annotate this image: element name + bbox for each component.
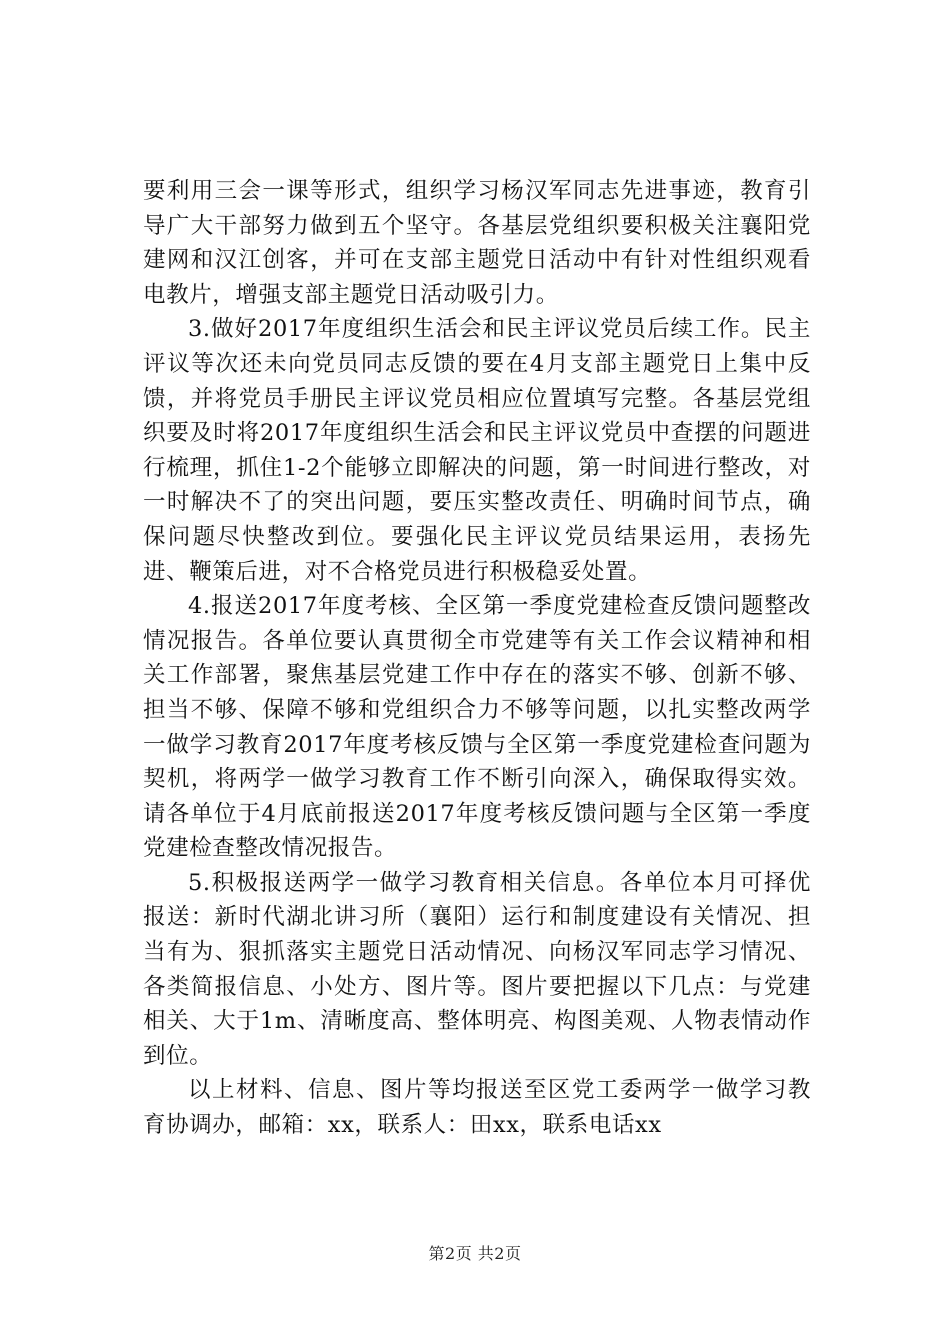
paragraph-continuation: 要利用三会一课等形式，组织学习杨汉军同志先进事迹，教育引导广大干部努力做到五个坚守。各基层党组织要积极关注襄阳党建网和汉江创客，并可在支部主题党日活动中有针对性组织观看电教片，增强支部主题党日活动吸引力。: [143, 178, 811, 308]
paragraph-closing: 以上材料、信息、图片等均报送至区党工委两学一做学习教育协调办，邮箱：xx，联系人：田xx，联系电话xx: [143, 1077, 811, 1139]
paragraph-item-5: 5.积极报送两学一做学习教育相关信息。各单位本月可择优报送：新时代湖北讲习所（襄阳）运行和制度建设有关情况、担当有为、狠抓落实主题党日活动情况、向杨汉军同志学习情况、各类简报信息、小处方、图片等。图片要把握以下几点：与党建相关、大于1m、清晰度高、整体明亮、构图美观、人物表情动作到位。: [143, 869, 811, 1069]
document-body: [143, 174, 811, 1143]
page-number: 第2页 共2页: [428, 1244, 522, 1263]
page-footer: [0, 1244, 950, 1264]
paragraph-item-4: 4.报送2017年度考核、全区第一季度党建检查反馈问题整改情况报告。各单位要认真贯彻全市党建等有关工作会议精神和相关工作部署，聚焦基层党建工作中存在的落实不够、创新不够、担当不够、保障不够和党组织合力不够等问题，以扎实整改两学一做学习教育2017年度考核反馈与全区第一季度党建检查问题为契机，将两学一做学习教育工作不断引向深入，确保取得实效。请各单位于4月底前报送2017年度考核反馈问题与全区第一季度党建检查整改情况报告。: [143, 593, 811, 862]
paragraph-item-3: 3.做好2017年度组织生活会和民主评议党员后续工作。民主评议等次还未向党员同志反馈的要在4月支部主题党日上集中反馈，并将党员手册民主评议党员相应位置填写完整。各基层党组织要及时将2017年度组织生活会和民主评议党员中查摆的问题进行梳理，抓住1-2个能够立即解决的问题，第一时间进行整改，对一时解决不了的突出问题，要压实整改责任、明确时间节点，确保问题尽快整改到位。要强化民主评议党员结果运用，表扬先进、鞭策后进，对不合格党员进行积极稳妥处置。: [143, 316, 811, 585]
